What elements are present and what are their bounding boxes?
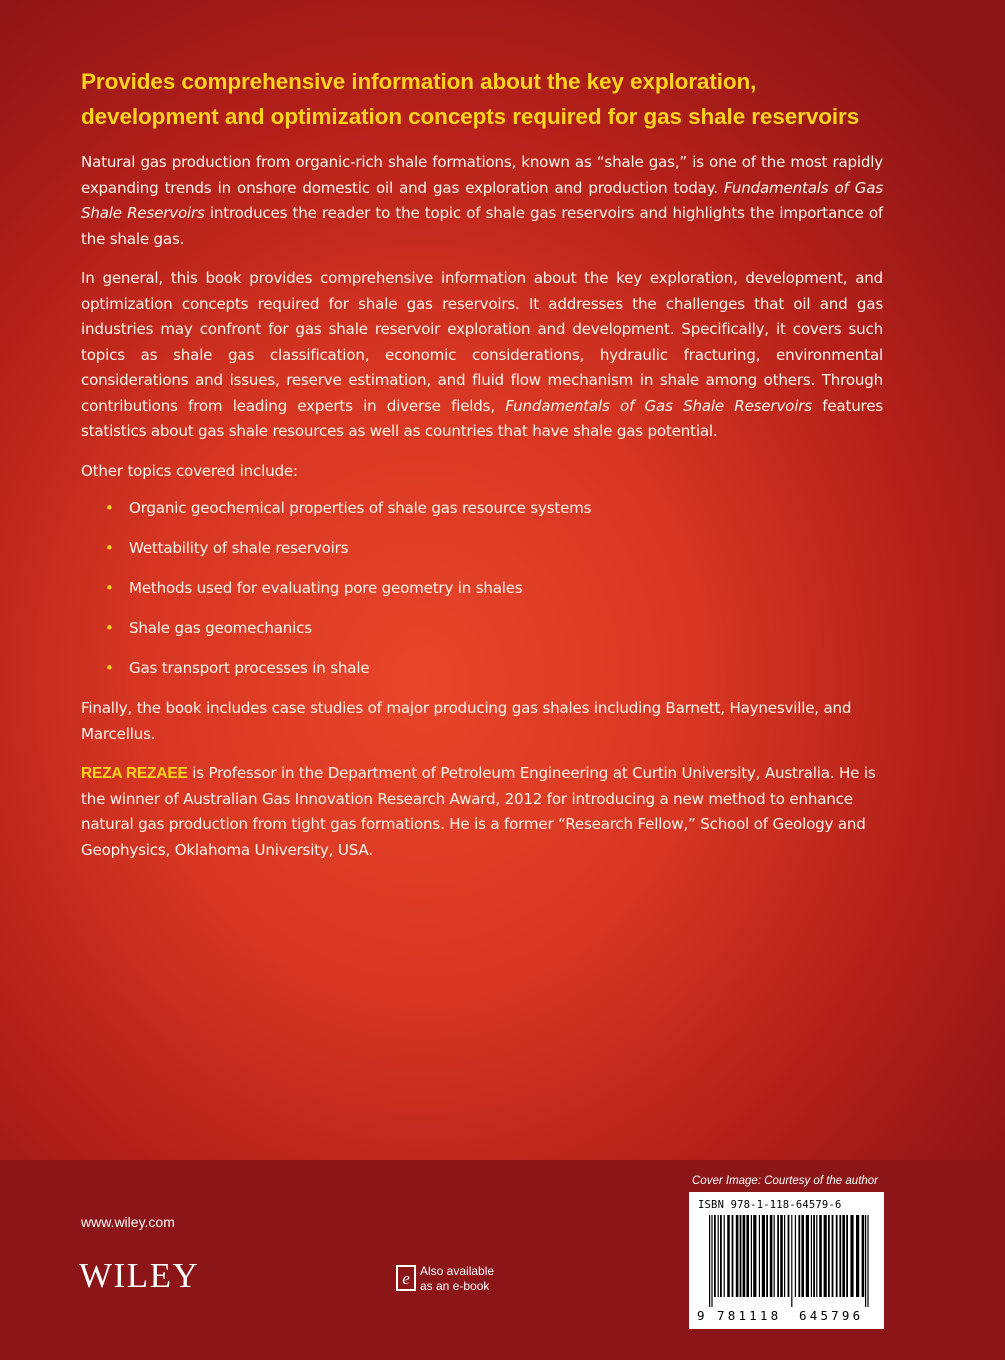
author-bio <box>81 761 883 863</box>
barcode-bar <box>777 1215 779 1297</box>
intro-book-title: Fundamentals of Gas Shale Reservoirs <box>81 178 883 222</box>
barcode-bar <box>801 1215 804 1297</box>
e-book-icon <box>395 1264 417 1292</box>
barcode-bar <box>753 1215 756 1297</box>
topics-intro: Other topics covered include: <box>81 461 298 480</box>
barcode-bar <box>720 1215 722 1297</box>
barcode-bar <box>824 1215 827 1297</box>
author-name: REZA REZAEE <box>81 765 188 782</box>
barcode-right-digits: 645796 <box>799 1308 864 1323</box>
barcode-bar <box>839 1215 841 1297</box>
barcode-bar <box>766 1215 768 1297</box>
barcode-bar <box>762 1215 765 1297</box>
barcode-bar <box>811 1215 812 1297</box>
barcode-bar <box>819 1215 822 1297</box>
topics-list <box>81 496 883 682</box>
barcode-bar <box>759 1215 760 1297</box>
bullet-icon: • <box>105 539 114 557</box>
barcode-bar <box>714 1215 716 1297</box>
intro-paragraph <box>81 150 883 252</box>
cover-image-credit: Cover Image: Courtesy of the author <box>692 1175 879 1187</box>
wiley-logo: WILEY <box>79 1256 200 1295</box>
topic-text: Wettability of shale reservoirs <box>129 539 349 557</box>
barcode-bar <box>727 1215 730 1297</box>
topic-text: Shale gas geomechanics <box>129 619 312 637</box>
barcode-bar <box>813 1215 815 1297</box>
barcode-bar <box>791 1215 792 1307</box>
barcode-bar <box>806 1215 809 1297</box>
barcode-bar <box>724 1215 725 1297</box>
bullet-icon: • <box>105 579 114 597</box>
barcode-bar <box>816 1215 817 1297</box>
barcode-bar <box>711 1215 712 1307</box>
barcode-bar <box>798 1215 800 1297</box>
bullet-icon: • <box>105 659 114 677</box>
barcode-left-digits: 781118 <box>717 1308 782 1323</box>
svg-text:e: e <box>402 1269 410 1288</box>
barcode-bar <box>732 1215 734 1297</box>
barcode-bar <box>846 1215 848 1297</box>
barcode-bar <box>780 1215 783 1297</box>
barcode-bar <box>784 1215 785 1297</box>
isbn-text: ISBN 978-1-118-64579-6 <box>698 1199 842 1211</box>
barcode-bar <box>740 1215 742 1297</box>
barcode-bar <box>828 1215 830 1297</box>
general-book-title: Fundamentals of Gas Shale Reservoirs <box>505 396 812 415</box>
barcode-bar <box>743 1215 746 1297</box>
list-item <box>105 616 883 642</box>
author-bio-text: is Professor in the Department of Petroleum Engineering at Curtin University, Australia. He is the winner of Australian Gas Innovation Research Award, 2012 for introducing a new method to enhance natural gas production from tight gas formations. He is a former “Research Fellow,” School of Geology and Geophysics, Oklahoma University, USA. <box>81 764 876 859</box>
ebook-line-1: Also available <box>420 1264 495 1278</box>
barcode-bar <box>788 1215 790 1297</box>
general-text-2: features statistics about gas shale resources as well as countries that have shale gas potential. <box>81 396 883 440</box>
intro-text-2: introduces the reader to the topic of shale gas reservoirs and highlights the importance of the shale gas. <box>81 204 883 248</box>
topic-text: Organic geochemical properties of shale gas resource systems <box>129 499 592 517</box>
barcode <box>697 1215 877 1307</box>
barcode-bar <box>746 1215 749 1297</box>
barcode-bar <box>865 1215 866 1307</box>
barcode-bar <box>862 1215 865 1297</box>
list-item <box>105 576 883 602</box>
barcode-box <box>689 1192 884 1329</box>
barcode-bar <box>795 1215 796 1297</box>
list-item <box>105 536 883 562</box>
barcode-bar <box>751 1215 752 1297</box>
footer-band <box>0 1160 1005 1360</box>
general-text-1: In general, this book provides comprehensive information about the key exploration, development, and optimization concepts required for shale gas reservoirs. It addresses the challenges that oil and gas industries may confront for gas shale reservoir exploration and development. Specifically, it covers such topics as shale gas classification, economic considerations, hydraulic fracturing, environmental considerations and issues, reserve estimation, and fluid flow mechanism in shale among others. Through contributions from leading experts in diverse fields, <box>81 269 883 415</box>
barcode-bar <box>842 1215 845 1297</box>
barcode-lead-digit: 9 <box>697 1308 705 1323</box>
barcode-bar <box>736 1215 739 1297</box>
barcode-bar <box>832 1215 834 1297</box>
barcode-bar <box>718 1215 719 1297</box>
barcode-bar <box>836 1215 838 1297</box>
barcode-bar <box>770 1215 773 1297</box>
ebook-line-2: as an e-book <box>420 1279 490 1293</box>
list-item <box>105 656 883 682</box>
barcode-bar <box>850 1215 853 1297</box>
back-cover-content <box>81 64 883 877</box>
finally-paragraph: Finally, the book includes case studies of major producing gas shales including Barnett, Haynesville, and Marcellus. <box>81 699 852 743</box>
topic-text: Methods used for evaluating pore geometry in shales <box>129 579 523 597</box>
headline: Provides comprehensive information about the key exploration, development and optimization concepts required for gas shale reservoirs <box>81 69 860 129</box>
topic-text: Gas transport processes in shale <box>129 659 370 677</box>
barcode-bar <box>709 1215 710 1307</box>
bullet-icon: • <box>105 499 114 517</box>
bullet-icon: • <box>105 619 114 637</box>
ebook-availability <box>420 1264 540 1294</box>
barcode-bar <box>867 1215 868 1307</box>
barcode-bar <box>856 1215 859 1297</box>
barcode-bar <box>774 1215 775 1297</box>
list-item <box>105 496 883 522</box>
intro-text-1: Natural gas production from organic-rich shale formations, known as “shale gas,” is one of the most rapidly expanding trends in onshore domestic oil and gas exploration and production today. <box>81 153 883 197</box>
publisher-website-link[interactable]: www.wiley.com <box>81 1214 175 1230</box>
general-paragraph <box>81 266 883 445</box>
